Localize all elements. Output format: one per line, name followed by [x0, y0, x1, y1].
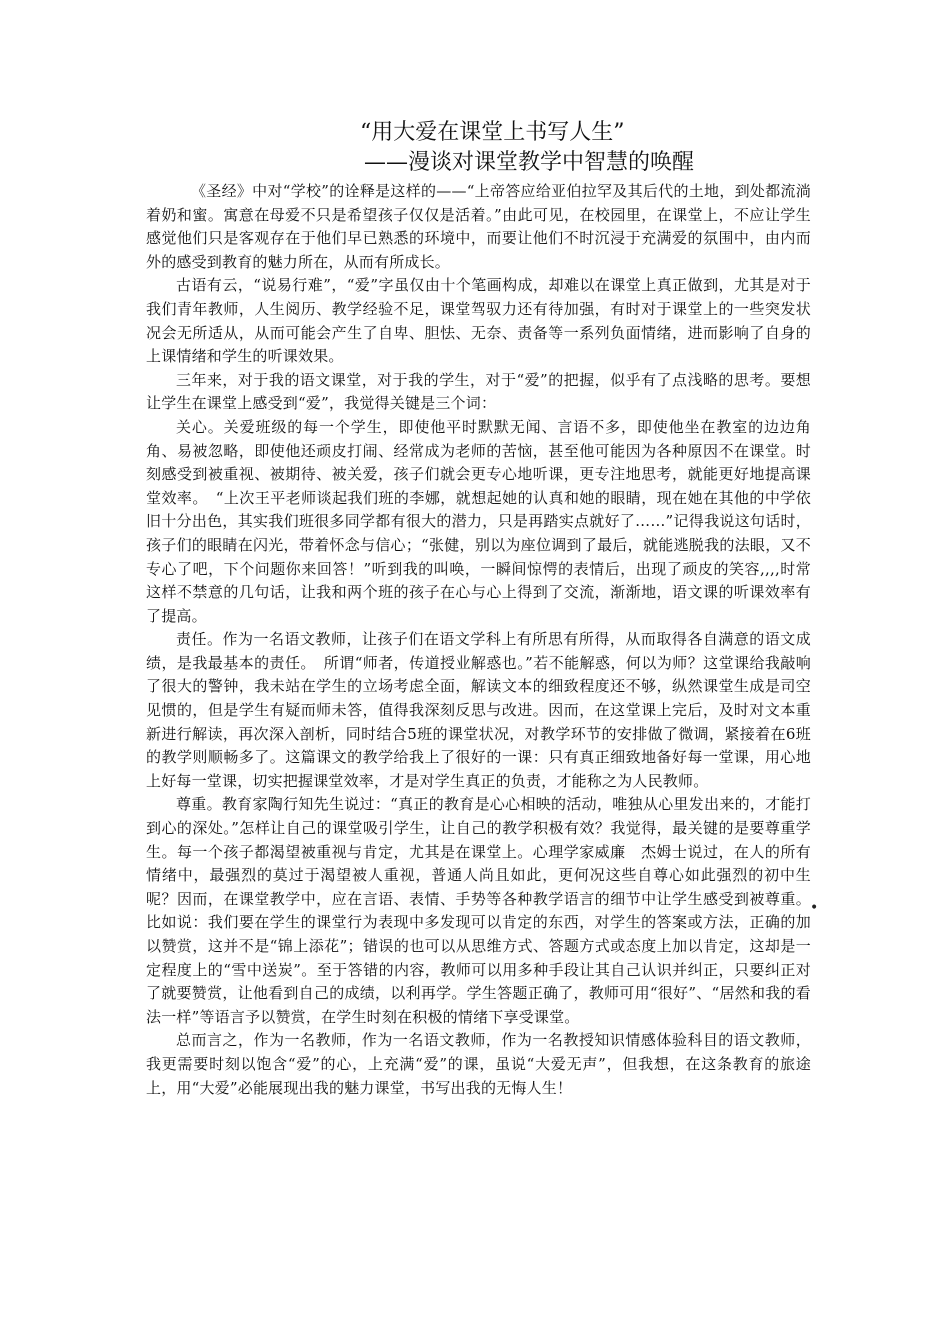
paragraph-difficulty: 古语有云，“说易行难”，“爱”字虽仅由十个笔画构成，却难以在课堂上真正做到，尤其是对于我们青年教师，人生阅历、教学经验不足，课堂驾驭力还有待加强，有时对于课堂上的一些突发状况会无所适从，从而可能会产生了自卑、胆怯、无奈、责备等一系列负面情绪，进而影响了自身的上课情绪和学生的听课效果。	[146, 276, 811, 366]
paragraph-care: 关心。关爱班级的每一个学生，即使他平时默默无闻、言语不多，即使他坐在教室的边边角角、易被忽略，即使他还顽皮打闹、经常成为老师的苦恼，甚至他可能因为各种原因不在课堂。时刻感受到被重视、被期待、被关爱，孩子们就会更专心地听课，更专注地思考，就能更好地提高课堂效率。 “上次王平老师谈起我们班的李娜，就想起她的认真和她的眼睛，现在她在其他的中学依旧十分出色，其实我们班很多同学都有很大的潜力，只是再踏实点就好了……”记得我说这句话时，孩子们的眼睛在闪光，带着怀念与信心；“张健，别以为座位调到了最后，就能逃脱我的法眼，又不专心了吧，下个问题你来回答！”听到我的叫唤，一瞬间惊愕的表情后，出现了顽皮的笑容,,,,时常这样不禁意的几句话，让我和两个班的孩子在心与心上得到了交流，渐渐地，语文课的听课效率有了提高。	[146, 417, 811, 625]
document-subtitle: ——漫谈对课堂教学中智慧的唤醒	[364, 150, 695, 175]
document-title: “用大爱在课堂上书写人生”	[360, 120, 625, 145]
paragraph-conclusion: 总而言之，作为一名教师，作为一名语文教师，作为一名教授知识情感体验科目的语文教师，我更需要时刻以饱含“爱”的心，上充满“爱”的课，虽说“大爱无声”，但我想，在这条教育的旅途上，用“大爱”必能展现出我的魅力课堂，书写出我的无悔人生！	[146, 1031, 811, 1097]
document-page	[146, 118, 811, 1100]
paragraph-three-words: 三年来，对于我的语文课堂，对于我的学生，对于“爱”的把握，似乎有了点浅略的思考。要想让学生在课堂上感受到“爱”，我觉得关键是三个词：	[146, 370, 811, 413]
stray-bullet-mark: •	[810, 900, 819, 916]
paragraph-intro: 《圣经》中对“学校”的诠释是这样的——“上帝答应给亚伯拉罕及其后代的土地，到处都流淌着奶和蜜。寓意在母爱不只是希望孩子仅仅是活着。”由此可见，在校园里，在课堂上，不应让学生感觉他们只是客观存在于他们早已熟悉的环境中，而要让他们不时沉浸于充满爱的氛围中，由内而外的感受到教育的魅力所在，从而有所成长。	[146, 182, 811, 271]
paragraph-respect: 尊重。教育家陶行知先生说过：“真正的教育是心心相映的活动，唯独从心里发出来的，才能打到心的深处。”怎样让自己的课堂吸引学生，让自己的教学积极有效？我觉得，最关键的是要尊重学生。每一个孩子都渴望被重视与肯定，尤其是在课堂上。心理学家威廉 杰姆士说过，在人的所有情绪中，最强烈的莫过于渴望被人重视，普通人尚且如此，更何况这些自尊心如此强烈的初中生呢？因而，在课堂教学中，应在言语、表情、手势等各种教学语言的细节中让学生感受到被尊重。比如说：我们要在学生的课堂行为表现中多发现可以肯定的东西，对学生的答案或方法，正确的加以赞赏，这并不是“锦上添花”；错误的也可以从思维方式、答题方式或态度上加以肯定，这却是一定程度上的“雪中送炭”。至于答错的内容，教师可以用多种手段让其自己认识并纠正，只要纠正对了就要赞赏，让他看到自己的成绩，以利再学。学生答题正确了，教师可用“很好”、“居然和我的看法一样”等语言予以赞赏，在学生时刻在积极的情绪下享受课堂。	[146, 795, 811, 1026]
paragraph-responsibility: 责任。作为一名语文教师，让孩子们在语文学科上有所思有所得，从而取得各自满意的语文成绩，是我最基本的责任。 所谓“师者，传道授业解惑也。”若不能解惑，何以为师？这堂课给我敲响了很大的警钟，我未站在学生的立场考虑全面，解读文本的细致程度还不够，纵然课堂生成是司空见惯的，但是学生有疑而师未答，值得我深刻反思与改进。因而，在这堂课上完后，及时对文本重新进行解读，再次深入剖析，同时结合5班的课堂状况，对教学环节的安排做了微调，紧接着在6班的教学则顺畅多了。这篇课文的教学给我上了很好的一课：只有真正细致地备好每一堂课，用心地上好每一堂课，切实把握课堂效率，才是对学生真正的负责，才能称之为人民教师。	[146, 630, 811, 790]
